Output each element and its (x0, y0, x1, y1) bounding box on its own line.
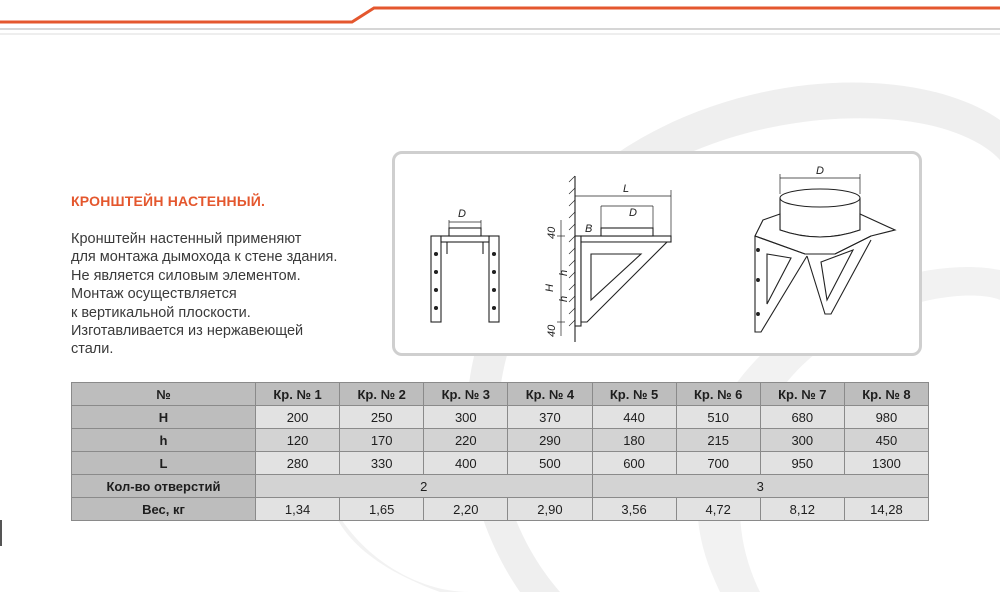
table-cell: 2,90 (508, 498, 592, 521)
product-title: КРОНШТЕЙН НАСТЕННЫЙ. (71, 193, 266, 209)
table-cell: 215 (676, 429, 760, 452)
table-cell: 220 (424, 429, 508, 452)
table-cell: 8,12 (760, 498, 844, 521)
table-cell: 3 (592, 475, 929, 498)
table-cell: 290 (508, 429, 592, 452)
table-cell: 3,56 (592, 498, 676, 521)
table-row (72, 498, 929, 521)
header-cell: Кр. № 3 (424, 383, 508, 406)
dimension-label-d2: D (629, 207, 637, 219)
table-cell: 280 (256, 452, 340, 475)
table-cell: 1,65 (340, 498, 424, 521)
table-cell: 440 (592, 406, 676, 429)
header-cell: № (72, 383, 256, 406)
header-cell: Кр. № 6 (676, 383, 760, 406)
dimension-label-h-cap: H (544, 284, 556, 292)
dimension-label-b: B (585, 223, 593, 235)
table-cell: 2,20 (424, 498, 508, 521)
side-view-drawing (544, 176, 671, 342)
header-cell: Кр. № 2 (340, 383, 424, 406)
header-cell: Кр. № 8 (844, 383, 928, 406)
table-row (72, 406, 929, 429)
row-label: h (72, 429, 256, 452)
header-cell: Кр. № 1 (256, 383, 340, 406)
description-line: стали. (71, 341, 114, 358)
table-row (72, 452, 929, 475)
dimension-label-40-bottom: 40 (546, 324, 558, 337)
row-label: Вес, кг (72, 498, 256, 521)
table-cell: 370 (508, 406, 592, 429)
edge-marker (0, 520, 2, 546)
table-row (72, 429, 929, 452)
table-cell: 330 (340, 452, 424, 475)
table-cell: 4,72 (676, 498, 760, 521)
table-cell: 450 (844, 429, 928, 452)
table-cell: 950 (760, 452, 844, 475)
row-label: L (72, 452, 256, 475)
table-cell: 250 (340, 406, 424, 429)
header-cell: Кр. № 4 (508, 383, 592, 406)
description-line: Изготавливается из нержавеющей (71, 323, 304, 340)
table-cell: 980 (844, 406, 928, 429)
table-cell: 400 (424, 452, 508, 475)
dimension-label-h: h (558, 269, 570, 276)
isometric-view-drawing (755, 165, 895, 332)
description-line: Кронштейн настенный применяют (71, 231, 302, 247)
table-cell: 300 (760, 429, 844, 452)
technical-drawing-frame (392, 151, 922, 356)
description-line: к вертикальной плоскости. (71, 304, 251, 321)
description-line: для монтажа дымохода к стене здания. (71, 249, 338, 266)
table-cell: 120 (256, 429, 340, 452)
header-cell: Кр. № 7 (760, 383, 844, 406)
table-header-row (72, 383, 929, 406)
row-label: H (72, 406, 256, 429)
table-cell: 1300 (844, 452, 928, 475)
dimension-label-d: D (458, 208, 466, 220)
specification-table (71, 382, 929, 521)
product-description (71, 230, 381, 359)
description-line: Монтаж осуществляется (71, 286, 237, 303)
table-cell: 1,34 (256, 498, 340, 521)
table-cell: 200 (256, 406, 340, 429)
table-cell: 14,28 (844, 498, 928, 521)
table-cell: 600 (592, 452, 676, 475)
header-cell: Кр. № 5 (592, 383, 676, 406)
table-row (72, 475, 929, 498)
table-cell: 180 (592, 429, 676, 452)
table-cell: 700 (676, 452, 760, 475)
row-label: Кол-во отверстий (72, 475, 256, 498)
dimension-label-h2: h (558, 295, 570, 302)
front-view-drawing (431, 208, 499, 322)
table-cell: 680 (760, 406, 844, 429)
dimension-label-d3: D (816, 165, 824, 177)
table-cell: 300 (424, 406, 508, 429)
dimension-label-40-top: 40 (546, 226, 558, 239)
dimension-label-l: L (623, 183, 630, 195)
table-cell: 500 (508, 452, 592, 475)
table-cell: 2 (256, 475, 593, 498)
description-line: Не является силовым элементом. (71, 267, 301, 284)
table-cell: 170 (340, 429, 424, 452)
header-decoration (0, 0, 1000, 36)
technical-drawing (395, 154, 919, 353)
table-cell: 510 (676, 406, 760, 429)
